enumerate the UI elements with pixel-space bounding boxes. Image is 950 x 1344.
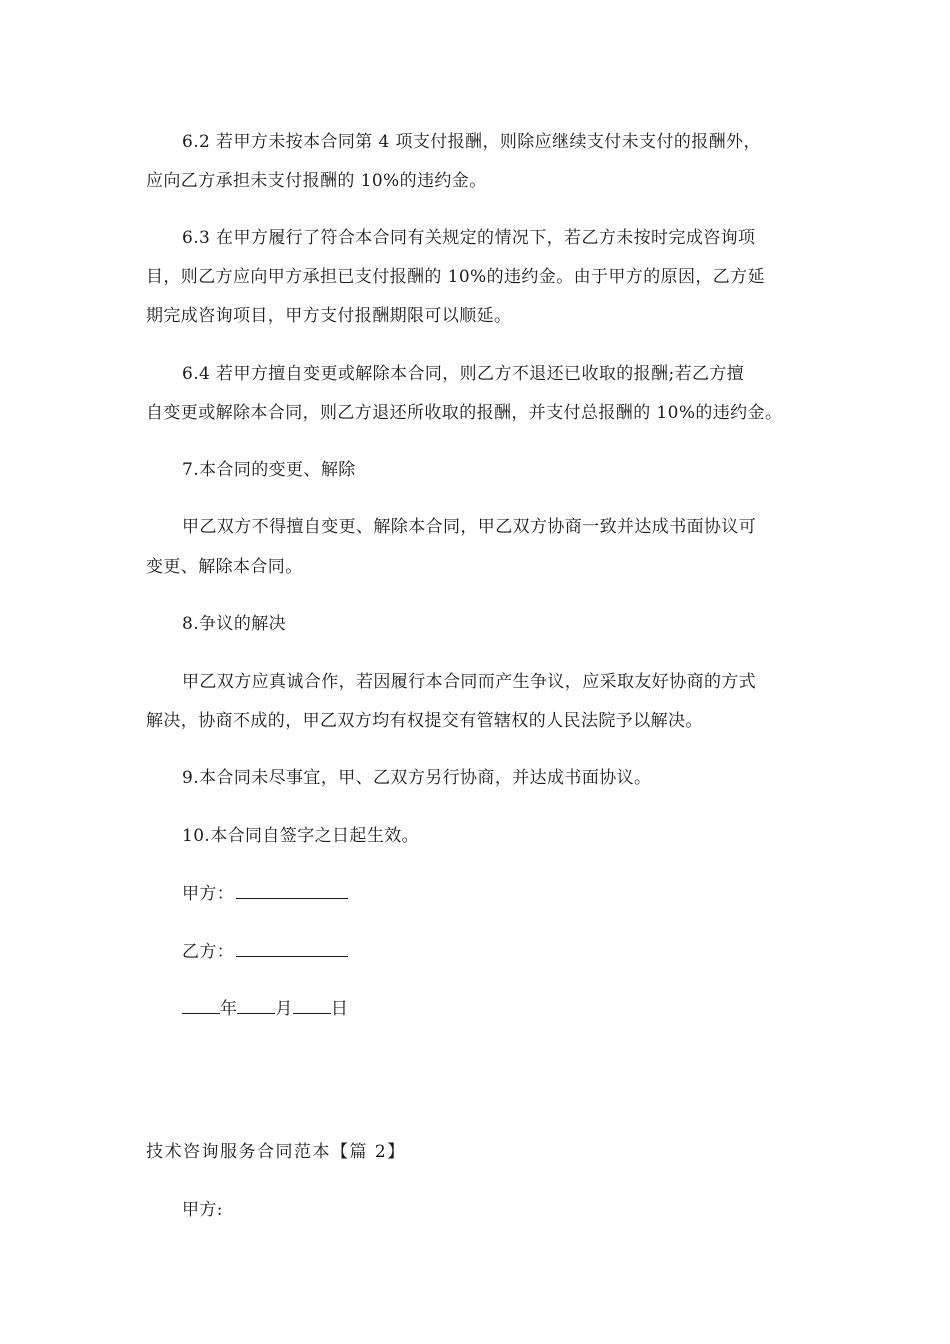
clause-6-3-line-2: 目，则乙方应向甲方承担已支付报酬的 10%的违约金。由于甲方的原因，乙方延	[146, 267, 765, 287]
signature-date	[182, 999, 348, 1019]
section-2-party-a-label: 甲方:	[182, 1200, 223, 1220]
party-a-blank	[236, 884, 348, 899]
clause-7-line-1: 甲乙双方不得擅自变更、解除本合同，甲乙双方协商一致并达成书面协议可	[182, 517, 757, 537]
clause-6-4-line-1: 6.4 若甲方擅自变更或解除本合同，则乙方不退还已收取的报酬;若乙方擅	[182, 364, 745, 384]
section-2-title: 技术咨询服务合同范本【篇 2】	[146, 1142, 406, 1162]
clause-7-heading: 7.本合同的变更、解除	[182, 460, 356, 480]
clause-6-3-line-3: 期完成咨询项目，甲方支付报酬期限可以顺延。	[146, 306, 512, 326]
clause-6-2-line-1: 6.2 若甲方未按本合同第 4 项支付报酬，则除应继续支付未支付的报酬外，	[182, 132, 761, 152]
clause-7-line-2: 变更、解除本合同。	[146, 557, 303, 577]
clause-6-3-line-1: 6.3 在甲方履行了符合本合同有关规定的情况下，若乙方未按时完成咨询项	[182, 228, 756, 248]
year-blank	[182, 999, 220, 1014]
clause-6-2-line-2: 应向乙方承担未支付报酬的 10%的违约金。	[146, 171, 487, 191]
party-b-blank	[236, 942, 348, 957]
clause-8-heading: 8.争议的解决	[182, 614, 287, 634]
clause-6-4-line-2: 自变更或解除本合同，则乙方退还所收取的报酬，并支付总报酬的 10%的违约金。	[146, 403, 783, 423]
day-label: 日	[330, 999, 349, 1019]
clause-10: 10.本合同自签字之日起生效。	[182, 826, 420, 846]
clause-8-line-1: 甲乙双方应真诚合作，若因履行本合同而产生争议，应采取友好协商的方式	[182, 672, 757, 692]
clause-8-line-2: 解决，协商不成的，甲乙双方均有权提交有管辖权的人民法院予以解决。	[146, 711, 703, 731]
party-b-label: 乙方：	[182, 942, 235, 962]
month-blank	[237, 999, 275, 1014]
day-blank	[293, 999, 331, 1014]
month-label: 月	[275, 999, 293, 1019]
party-a-label: 甲方：	[182, 884, 235, 904]
year-label: 年	[220, 999, 238, 1019]
party-b-signature	[182, 942, 348, 962]
clause-9: 9.本合同未尽事宜，甲、乙双方另行协商，并达成书面协议。	[182, 768, 652, 788]
party-a-signature	[182, 884, 348, 904]
